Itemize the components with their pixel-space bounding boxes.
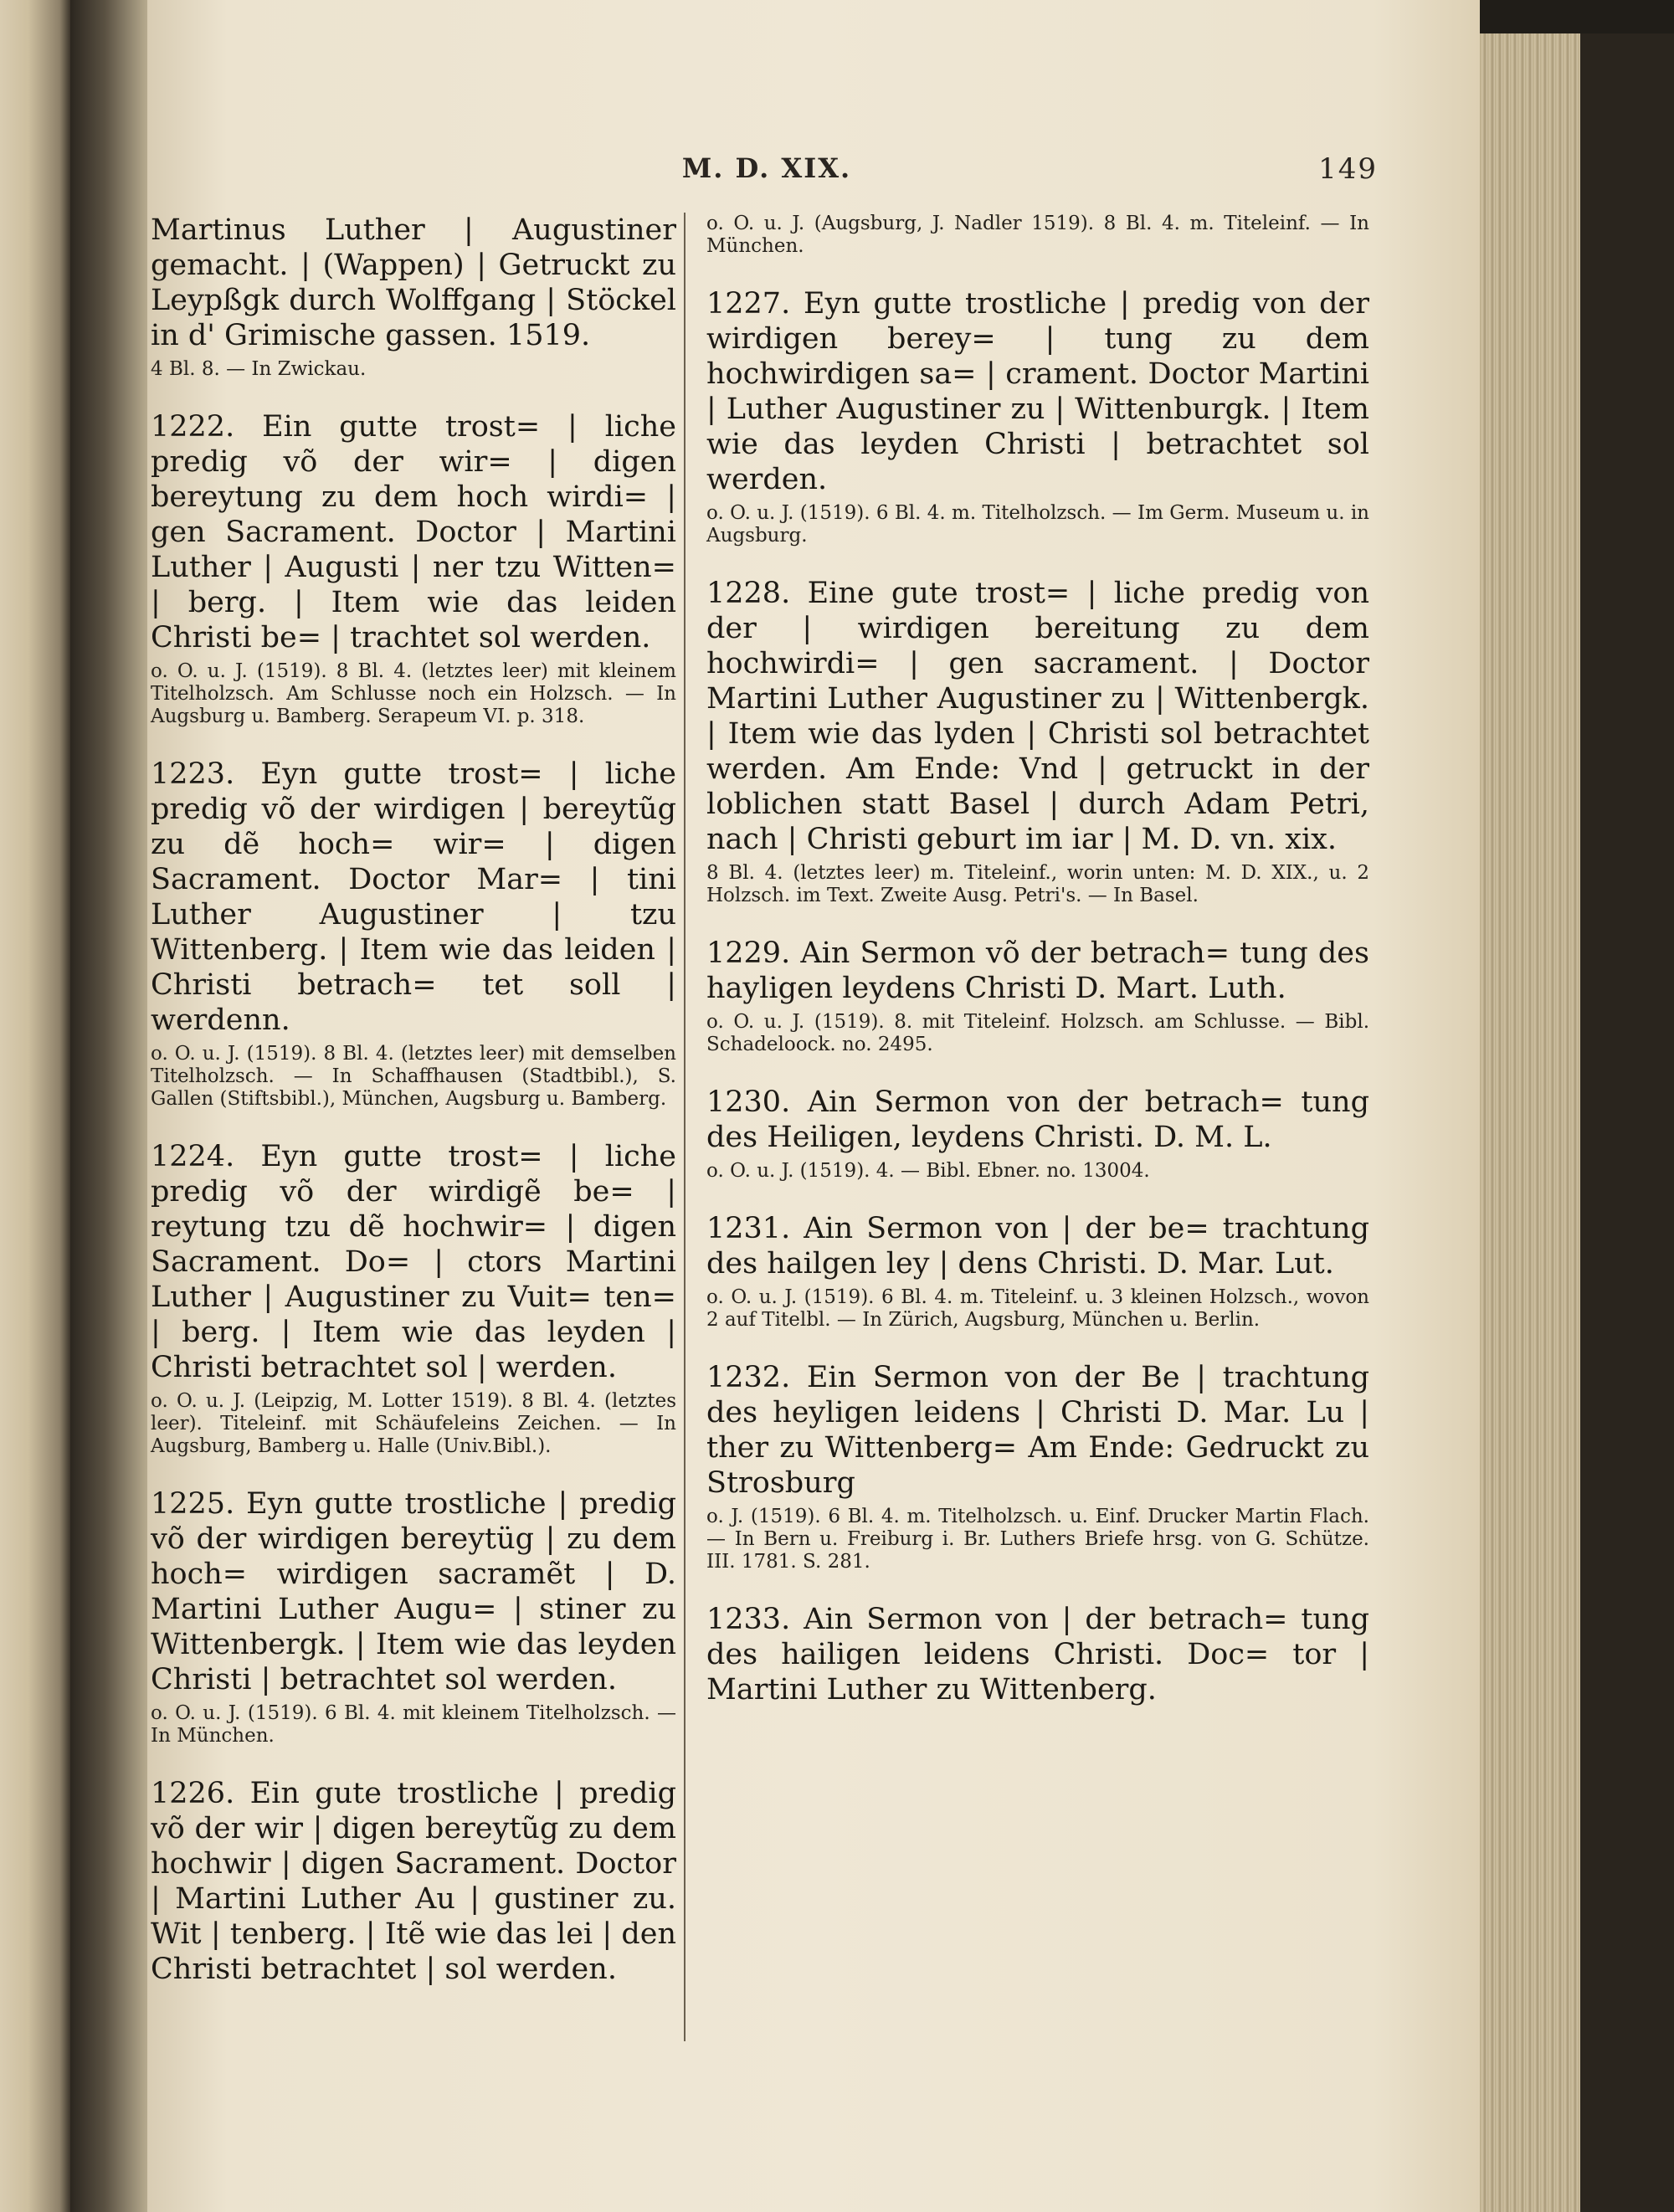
entry-title-text: Ein gute trostliche | predig võ der wir | digen bereytũg zu dem hochwir | digen Sacrament. Doctor | Martini Luther Au | gustiner zu. Wit | tenberg. | Itẽ wie das lei | den Christi betrachtet | sol werden. <box>151 1777 676 1986</box>
entry-title <box>151 409 676 655</box>
entry-note: o. O. u. J. (1519). 4. — Bibl. Ebner. no. 13004. <box>706 1160 1150 1182</box>
catalog-entry <box>706 286 1369 547</box>
entry-title <box>706 1211 1369 1281</box>
catalog-entry <box>706 936 1369 1056</box>
entry-note: o. O. u. J. (1519). 8 Bl. 4. (letztes leer) mit demselben Titelholzsch. — In Schaffhausen (Stadtbibl.), S. Gallen (Stiftsbibl.), München, Augsburg u. Bamberg. <box>151 1043 676 1110</box>
entry-title <box>706 576 1369 857</box>
catalog-entry <box>151 1486 676 1748</box>
entry-number: 1228. <box>706 577 791 610</box>
catalog-entry <box>151 409 676 728</box>
entry-title <box>151 1139 676 1385</box>
catalog-entry <box>706 576 1369 907</box>
entry-title-text: Ein Sermon von der Be | trachtung des heyligen leidens | Christi D. Mar. Lu | ther zu Wittenberg= Am Ende: Gedruckt zu Strosburg <box>706 1361 1369 1500</box>
entry-note: o. O. u. J. (1519). 6 Bl. 4. m. Titeleinf. u. 3 kleinen Holzsch., wovon 2 auf Titelbl. — In Zürich, Augsburg, München u. Berlin. <box>706 1286 1369 1331</box>
entry-number: 1226. <box>151 1777 235 1810</box>
entry-title <box>706 1602 1369 1707</box>
entry-note: o. O. u. J. (Augsburg, J. Nadler 1519). 8 Bl. 4. m. Titeleinf. — In München. <box>706 213 1369 257</box>
catalog-entry <box>706 1085 1369 1183</box>
page-stack-edges <box>1480 33 1674 2212</box>
entry-note: o. O. u. J. (Leipzig, M. Lotter 1519). 8 Bl. 4. (letztes leer). Titeleinf. mit Schäufeleins Zeichen. — In Augsburg, Bamberg u. Halle (Univ.Bibl.). <box>151 1390 676 1457</box>
catalog-entry <box>706 1360 1369 1573</box>
entry-number: 1223. <box>151 757 235 791</box>
entry-title-text: Ain Sermon von der betrach= tung des Heiligen, leydens Christi. D. M. L. <box>706 1085 1369 1154</box>
continuation-entry <box>706 213 1369 258</box>
page-number: 149 <box>1318 152 1378 186</box>
entry-number: 1233. <box>706 1603 791 1636</box>
catalog-entry <box>706 1602 1369 1707</box>
entry-title-text: Ain Sermon von | der be= trachtung des hailgen ley | dens Christi. D. Mar. Lut. <box>706 1212 1369 1280</box>
entry-title <box>706 936 1369 1006</box>
continuation-entry <box>151 213 676 381</box>
entry-title-text: Ein gutte trost= | liche predig võ der wir= | digen bereytung zu dem hoch wirdi= | gen Sacrament. Doctor | Martini Luther | Augusti | ner tzu Witten= | berg. | Item wie das leiden Christi be= | trachtet sol werden. <box>151 410 676 654</box>
entry-title: Martinus Luther | Augustiner gemacht. | (Wappen) | Getruckt zu Leypßgk durch Wolffgang | Stöckel in d' Grimische gassen. 1519. <box>151 213 676 352</box>
entry-title <box>706 286 1369 497</box>
entry-note: o. O. u. J. (1519). 6 Bl. 4. m. Titelholzsch. — Im Germ. Museum u. in Augsburg. <box>706 502 1369 547</box>
entry-note: 8 Bl. 4. (letztes leer) m. Titeleinf., worin unten: M. D. XIX., u. 2 Holzsch. im Text. Zweite Ausg. Petri's. — In Basel. <box>706 862 1369 906</box>
entry-number: 1232. <box>706 1361 791 1394</box>
entry-title-text: Eyn gutte trost= | liche predig võ der wirdigẽ be= | reytung tzu dẽ hochwir= | digen Sacrament. Do= | ctors Martini Luther | Augustiner zu Vuit= ten= | berg. | Item wie das leyden | Christi betrachtet sol | werden. <box>151 1140 676 1384</box>
entry-title <box>151 1486 676 1697</box>
entry-note: o. O. u. J. (1519). 8 Bl. 4. (letztes leer) mit kleinem Titelholzsch. Am Schlusse noch ein Holzsch. — In Augsburg u. Bamberg. Serapeum VI. p. 318. <box>151 660 676 727</box>
entry-title <box>151 1776 676 1987</box>
entry-number: 1227. <box>706 287 791 321</box>
entry-title-text: Eine gute trost= | liche predig von der | wirdigen bereitung zu dem hochwirdi= | gen sacrament. | Doctor Martini Luther Augustiner zu | Wittenbergk. | Item wie das lyden | Christi sol betrachtet werden. Am Ende: Vnd | getruckt in der loblichen statt Basel | durch Adam Petri, nach | Christi geburt im iar | M. D. vn. xix. <box>706 577 1369 856</box>
entry-number: 1229. <box>706 937 791 970</box>
catalog-entry <box>151 757 676 1111</box>
catalog-entry <box>151 1139 676 1458</box>
entry-number: 1225. <box>151 1487 235 1521</box>
entry-title-text: Eyn gutte trost= | liche predig võ der wirdigen | bereytũg zu dẽ hoch= wir= | digen Sacrament. Doctor Mar= | tini Luther Augustiner | tzu Wittenberg. | Item wie das leiden | Christi betrach= tet soll | werdenn. <box>151 757 676 1037</box>
entry-note: o. O. u. J. (1519). 8. mit Titeleinf. Holzsch. am Schlusse. — Bibl. Schadeloock. no. 2495. <box>706 1011 1369 1055</box>
catalog-entry <box>706 1211 1369 1332</box>
entry-note: o. O. u. J. (1519). 6 Bl. 4. mit kleinem Titelholzsch. — In München. <box>151 1702 676 1747</box>
column-divider <box>684 213 686 2041</box>
running-head: M. D. XIX. <box>681 152 852 184</box>
catalog-entry <box>151 1776 676 1987</box>
entry-title-text: Eyn gutte trostliche | predig võ der wirdigen bereytüg | zu dem hoch= wirdigen sacramẽt | D. Martini Luther Augu= | stiner zu Wittenbergk. | Item wie das leyden Christi | betrachtet sol werden. <box>151 1487 676 1696</box>
entry-number: 1230. <box>706 1085 791 1119</box>
entry-number: 1222. <box>151 410 235 444</box>
book-page <box>147 0 1480 2212</box>
entry-note: o. J. (1519). 6 Bl. 4. m. Titelholzsch. u. Einf. Drucker Martin Flach. — In Bern u. Freiburg i. Br. Luthers Briefe hrsg. von G. Schütze. III. 1781. S. 281. <box>706 1506 1369 1573</box>
entry-title-text: Ain Sermon võ der betrach= tung des hayligen leydens Christi D. Mart. Luth. <box>706 937 1369 1005</box>
entry-title <box>706 1085 1369 1155</box>
left-page-edge <box>0 0 70 2212</box>
entry-note: 4 Bl. 8. — In Zwickau. <box>151 358 367 380</box>
entry-number: 1224. <box>151 1140 235 1173</box>
entry-title-text: Ain Sermon von | der betrach= tung des hailigen leidens Christi. Doc= tor | Martini Luther zu Wittenberg. <box>706 1603 1369 1706</box>
entry-number: 1231. <box>706 1212 791 1245</box>
entry-title <box>151 757 676 1038</box>
entry-title-text: Eyn gutte trostliche | predig von der wirdigen berey= | tung zu dem hochwirdigen sa= | crament. Doctor Martini | Luther Augustiner zu | Wittenburgk. | Item wie das leyden Christi | betrachtet sol werden. <box>706 287 1369 496</box>
page-gutter <box>70 0 147 2212</box>
entry-title <box>706 1360 1369 1501</box>
